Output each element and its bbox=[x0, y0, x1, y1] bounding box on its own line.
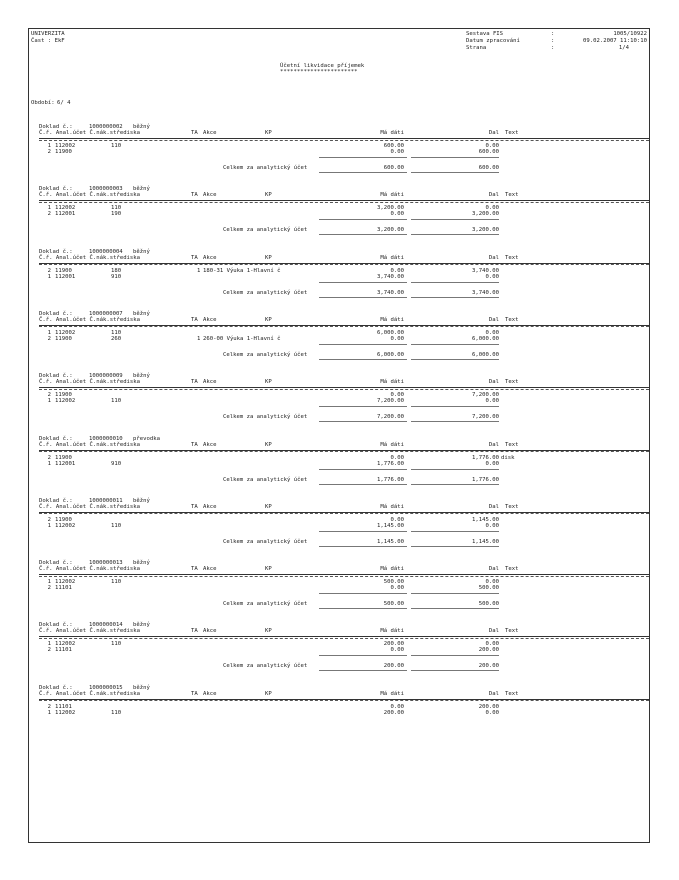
line-account: 112001 bbox=[55, 273, 76, 280]
total-rule-md bbox=[319, 406, 407, 407]
column-header-row: Č.ř. Anal.účet Č.nák.střediska bbox=[39, 192, 141, 199]
line-md: 0.00 bbox=[390, 211, 404, 218]
column-ta: TA bbox=[191, 441, 198, 448]
column-md: Má dáti bbox=[380, 566, 404, 573]
document-block bbox=[29, 436, 651, 498]
line-md: 600.00 bbox=[383, 143, 404, 149]
line-center: 110 bbox=[111, 329, 122, 336]
total-rule-dal-bottom bbox=[411, 234, 499, 235]
line-number: 1 bbox=[47, 579, 51, 586]
column-akce: Akce bbox=[203, 690, 217, 697]
doc-number-label: Doklad č.: bbox=[39, 248, 77, 255]
line-number: 2 bbox=[47, 516, 51, 523]
total-dal: 7,200.00 bbox=[472, 414, 499, 421]
total-rule-dal-bottom bbox=[411, 546, 499, 547]
doc-number: 1000000003 bbox=[89, 186, 123, 193]
doc-number-label: Doklad č.: bbox=[39, 684, 77, 691]
header-rule-dashed bbox=[39, 389, 649, 390]
total-md: 600.00 bbox=[383, 165, 404, 171]
doc-type: běžný bbox=[133, 186, 150, 193]
line-md: 200.00 bbox=[383, 709, 404, 716]
colon: : bbox=[551, 45, 555, 51]
line-md: 0.00 bbox=[390, 516, 404, 523]
line-md: 3,740.00 bbox=[377, 273, 404, 280]
column-akce: Akce bbox=[203, 130, 217, 136]
total-rule-md-bottom bbox=[319, 172, 407, 173]
column-md: Má dáti bbox=[380, 628, 404, 635]
total-label: Celkem za analytický účet bbox=[223, 601, 308, 608]
doc-type: běžný bbox=[133, 310, 150, 317]
column-ta: TA bbox=[191, 690, 198, 697]
header-rule-dashed bbox=[39, 700, 649, 701]
total-rule-md-bottom bbox=[319, 546, 407, 547]
line-account: 112002 bbox=[55, 709, 76, 716]
total-rule-md-bottom bbox=[319, 670, 407, 671]
line-dal: 0.00 bbox=[485, 641, 499, 648]
doc-number-label: Doklad č.: bbox=[39, 435, 77, 442]
line-number: 1 bbox=[47, 143, 51, 149]
line-center: 110 bbox=[111, 398, 122, 405]
line-number: 1 bbox=[47, 398, 51, 405]
line-md: 200.00 bbox=[383, 641, 404, 648]
doc-number: 1000000004 bbox=[89, 248, 123, 255]
column-dal: Dal bbox=[488, 690, 499, 697]
total-dal: 600.00 bbox=[478, 165, 499, 171]
line-text: disk bbox=[501, 454, 515, 461]
line-md: 0.00 bbox=[390, 335, 404, 342]
line-account: 11900 bbox=[55, 392, 72, 399]
total-rule-dal bbox=[411, 593, 499, 594]
doc-number-label: Doklad č.: bbox=[39, 622, 77, 629]
total-md: 1,145.00 bbox=[377, 538, 404, 545]
line-md: 0.00 bbox=[390, 149, 404, 155]
column-kp: KP bbox=[265, 379, 272, 386]
document-block bbox=[29, 186, 651, 248]
column-text: Text bbox=[505, 254, 519, 261]
total-dal: 3,200.00 bbox=[472, 227, 499, 234]
total-label: Celkem za analytický účet bbox=[223, 289, 308, 296]
column-kp: KP bbox=[265, 316, 272, 323]
column-ta: TA bbox=[191, 503, 198, 510]
column-text: Text bbox=[505, 690, 519, 697]
column-header-row: Č.ř. Anal.účet Č.nák.střediska bbox=[39, 503, 141, 510]
line-dal: 0.00 bbox=[485, 273, 499, 280]
column-kp: KP bbox=[265, 130, 272, 136]
line-account: 112002 bbox=[55, 143, 76, 149]
total-md: 7,200.00 bbox=[377, 414, 404, 421]
column-md: Má dáti bbox=[380, 254, 404, 261]
column-md: Má dáti bbox=[380, 316, 404, 323]
document-block bbox=[29, 124, 651, 186]
total-rule-md-bottom bbox=[319, 421, 407, 422]
column-kp: KP bbox=[265, 566, 272, 573]
line-number: 2 bbox=[47, 149, 51, 155]
total-dal: 500.00 bbox=[478, 601, 499, 608]
line-number: 1 bbox=[47, 641, 51, 648]
line-account: 11101 bbox=[55, 703, 72, 710]
column-dal: Dal bbox=[488, 566, 499, 573]
total-label: Celkem za analytický účet bbox=[223, 414, 308, 421]
total-rule-md bbox=[319, 219, 407, 220]
line-dal: 0.00 bbox=[485, 579, 499, 586]
total-rule-dal bbox=[411, 531, 499, 532]
column-header-row: Č.ř. Anal.účet Č.nák.střediska bbox=[39, 566, 141, 573]
doc-number: 1000000015 bbox=[89, 684, 123, 691]
header-rule-dashed bbox=[39, 451, 649, 452]
total-rule-md bbox=[319, 593, 407, 594]
document-block bbox=[29, 498, 651, 560]
line-akce: 180-31 Výuka 1-Hlavní č bbox=[203, 267, 281, 274]
doc-number: 1000000009 bbox=[89, 373, 123, 380]
line-dal: 6,000.00 bbox=[472, 335, 499, 342]
column-kp: KP bbox=[265, 254, 272, 261]
total-rule-md bbox=[319, 469, 407, 470]
header-rule-dashed bbox=[39, 513, 649, 514]
total-rule-md-bottom bbox=[319, 359, 407, 360]
line-center: 110 bbox=[111, 143, 122, 149]
total-dal: 200.00 bbox=[478, 663, 499, 670]
line-dal: 1,145.00 bbox=[472, 516, 499, 523]
total-rule-dal bbox=[411, 157, 499, 158]
column-header-row: Č.ř. Anal.účet Č.nák.střediska bbox=[39, 130, 141, 136]
doc-number: 1000000010 bbox=[89, 435, 123, 442]
line-center: 110 bbox=[111, 522, 122, 529]
line-center: 110 bbox=[111, 641, 122, 648]
total-rule-dal-bottom bbox=[411, 608, 499, 609]
total-label: Celkem za analytický účet bbox=[223, 663, 308, 670]
line-md: 0.00 bbox=[390, 392, 404, 399]
header-rule-dashed bbox=[39, 140, 649, 141]
total-rule-dal bbox=[411, 406, 499, 407]
column-dal: Dal bbox=[488, 503, 499, 510]
column-text: Text bbox=[505, 192, 519, 199]
column-dal: Dal bbox=[488, 192, 499, 199]
line-dal: 3,200.00 bbox=[472, 211, 499, 218]
line-dal: 600.00 bbox=[478, 149, 499, 155]
column-akce: Akce bbox=[203, 628, 217, 635]
column-akce: Akce bbox=[203, 379, 217, 386]
doc-number: 1000000014 bbox=[89, 622, 123, 629]
date-value: 09.02.2007 11:10:10 bbox=[583, 38, 647, 44]
doc-number-label: Doklad č.: bbox=[39, 497, 77, 504]
line-number: 1 bbox=[47, 329, 51, 336]
total-label: Celkem za analytický účet bbox=[223, 476, 308, 483]
total-md: 1,776.00 bbox=[377, 476, 404, 483]
line-center: 180 bbox=[111, 267, 122, 274]
line-md: 0.00 bbox=[390, 647, 404, 654]
total-rule-dal-bottom bbox=[411, 421, 499, 422]
doc-type: běžný bbox=[133, 373, 150, 380]
doc-type: běžný bbox=[133, 124, 150, 130]
doc-type: převodka bbox=[133, 435, 160, 442]
line-number: 2 bbox=[47, 267, 51, 274]
column-akce: Akce bbox=[203, 503, 217, 510]
total-rule-md-bottom bbox=[319, 608, 407, 609]
line-account: 112002 bbox=[55, 522, 76, 529]
total-md: 200.00 bbox=[383, 663, 404, 670]
page-value: 1/4 bbox=[618, 45, 629, 51]
doc-type: běžný bbox=[133, 248, 150, 255]
line-md: 0.00 bbox=[390, 454, 404, 461]
line-dal: 0.00 bbox=[485, 205, 499, 212]
column-akce: Akce bbox=[203, 254, 217, 261]
total-rule-dal bbox=[411, 469, 499, 470]
period-value: 6/ 4 bbox=[57, 100, 71, 106]
total-rule-dal bbox=[411, 655, 499, 656]
line-number: 2 bbox=[47, 454, 51, 461]
column-ta: TA bbox=[191, 254, 198, 261]
line-account: 11900 bbox=[55, 516, 72, 523]
line-account: 112002 bbox=[55, 641, 76, 648]
document-block bbox=[29, 249, 651, 311]
line-account: 112001 bbox=[55, 460, 76, 467]
org-part: Čast : EkF bbox=[31, 38, 65, 44]
column-ta: TA bbox=[191, 379, 198, 386]
line-dal: 0.00 bbox=[485, 329, 499, 336]
total-label: Celkem za analytický účet bbox=[223, 227, 308, 234]
total-rule-md-bottom bbox=[319, 484, 407, 485]
column-akce: Akce bbox=[203, 441, 217, 448]
column-kp: KP bbox=[265, 192, 272, 199]
total-rule-dal-bottom bbox=[411, 172, 499, 173]
column-header-row: Č.ř. Anal.účet Č.nák.střediska bbox=[39, 690, 141, 697]
column-ta: TA bbox=[191, 316, 198, 323]
column-akce: Akce bbox=[203, 566, 217, 573]
total-rule-dal-bottom bbox=[411, 670, 499, 671]
line-dal: 7,200.00 bbox=[472, 392, 499, 399]
line-account: 112002 bbox=[55, 205, 76, 212]
total-dal: 1,776.00 bbox=[472, 476, 499, 483]
column-text: Text bbox=[505, 628, 519, 635]
doc-type: běžný bbox=[133, 560, 150, 567]
line-dal: 1,776.00 bbox=[472, 454, 499, 461]
line-md: 6,000.00 bbox=[377, 329, 404, 336]
header-rule-dashed bbox=[39, 264, 649, 265]
line-center: 110 bbox=[111, 205, 122, 212]
total-md: 6,000.00 bbox=[377, 351, 404, 358]
column-header-row: Č.ř. Anal.účet Č.nák.střediska bbox=[39, 628, 141, 635]
line-md: 3,200.00 bbox=[377, 205, 404, 212]
line-dal: 500.00 bbox=[478, 585, 499, 592]
org-name: UNIVERZITA bbox=[31, 31, 65, 37]
column-md: Má dáti bbox=[380, 503, 404, 510]
doc-type: běžný bbox=[133, 497, 150, 504]
total-rule-md-bottom bbox=[319, 234, 407, 235]
line-dal: 0.00 bbox=[485, 460, 499, 467]
total-dal: 6,000.00 bbox=[472, 351, 499, 358]
total-dal: 1,145.00 bbox=[472, 538, 499, 545]
column-text: Text bbox=[505, 566, 519, 573]
line-dal: 3,740.00 bbox=[472, 267, 499, 274]
line-number: 1 bbox=[47, 205, 51, 212]
line-akce: 260-00 Výuka 1-Hlavní č bbox=[203, 335, 281, 342]
line-ta: 1 bbox=[197, 335, 201, 342]
column-header-row: Č.ř. Anal.účet Č.nák.střediska bbox=[39, 316, 141, 323]
column-dal: Dal bbox=[488, 254, 499, 261]
total-rule-dal-bottom bbox=[411, 359, 499, 360]
header-rule-dashed bbox=[39, 638, 649, 639]
line-center: 910 bbox=[111, 460, 122, 467]
column-kp: KP bbox=[265, 628, 272, 635]
date-label: Datum zpracování bbox=[466, 38, 520, 44]
total-md: 500.00 bbox=[383, 601, 404, 608]
total-rule-md bbox=[319, 531, 407, 532]
header-rule-dashed bbox=[39, 326, 649, 327]
column-dal: Dal bbox=[488, 130, 499, 136]
total-rule-dal-bottom bbox=[411, 484, 499, 485]
total-rule-dal bbox=[411, 219, 499, 220]
line-number: 2 bbox=[47, 392, 51, 399]
total-label: Celkem za analytický účet bbox=[223, 351, 308, 358]
column-text: Text bbox=[505, 379, 519, 386]
column-header-row: Č.ř. Anal.účet Č.nák.střediska bbox=[39, 441, 141, 448]
doc-number-label: Doklad č.: bbox=[39, 124, 77, 130]
column-md: Má dáti bbox=[380, 441, 404, 448]
document-block bbox=[29, 373, 651, 435]
line-ta: 1 bbox=[197, 267, 201, 274]
doc-type: běžný bbox=[133, 622, 150, 629]
doc-number-label: Doklad č.: bbox=[39, 310, 77, 317]
line-account: 11101 bbox=[55, 647, 72, 654]
total-rule-md bbox=[319, 282, 407, 283]
document-block bbox=[29, 622, 651, 684]
column-text: Text bbox=[505, 441, 519, 448]
column-dal: Dal bbox=[488, 379, 499, 386]
line-account: 11900 bbox=[55, 149, 72, 155]
doc-number: 1000000013 bbox=[89, 560, 123, 567]
line-account: 11900 bbox=[55, 454, 72, 461]
line-md: 500.00 bbox=[383, 579, 404, 586]
column-text: Text bbox=[505, 503, 519, 510]
title-underline: *********************** bbox=[280, 69, 358, 75]
line-center: 190 bbox=[111, 211, 122, 218]
line-center: 910 bbox=[111, 273, 122, 280]
header-rule-dashed bbox=[39, 202, 649, 203]
line-number: 1 bbox=[47, 460, 51, 467]
line-dal: 0.00 bbox=[485, 709, 499, 716]
report-label: Sestava FIS bbox=[466, 31, 504, 37]
line-account: 11900 bbox=[55, 267, 72, 274]
column-akce: Akce bbox=[203, 316, 217, 323]
total-md: 3,200.00 bbox=[377, 227, 404, 234]
line-number: 2 bbox=[47, 703, 51, 710]
line-md: 0.00 bbox=[390, 585, 404, 592]
document-block bbox=[29, 685, 651, 747]
total-rule-md bbox=[319, 344, 407, 345]
line-number: 2 bbox=[47, 585, 51, 592]
column-ta: TA bbox=[191, 130, 198, 136]
column-text: Text bbox=[505, 130, 519, 136]
column-kp: KP bbox=[265, 503, 272, 510]
doc-number-label: Doklad č.: bbox=[39, 186, 77, 193]
line-account: 11900 bbox=[55, 335, 72, 342]
doc-number: 1000000007 bbox=[89, 310, 123, 317]
total-rule-dal bbox=[411, 282, 499, 283]
total-dal: 3,740.00 bbox=[472, 289, 499, 296]
column-header-row: Č.ř. Anal.účet Č.nák.střediska bbox=[39, 254, 141, 261]
line-number: 1 bbox=[47, 522, 51, 529]
column-ta: TA bbox=[191, 566, 198, 573]
line-account: 11101 bbox=[55, 585, 72, 592]
colon: : bbox=[551, 38, 555, 44]
report-title: Účetní likvidace příjemek bbox=[280, 63, 365, 69]
column-kp: KP bbox=[265, 441, 272, 448]
column-kp: KP bbox=[265, 690, 272, 697]
line-account: 112002 bbox=[55, 398, 76, 405]
column-dal: Dal bbox=[488, 316, 499, 323]
line-number: 2 bbox=[47, 647, 51, 654]
line-dal: 0.00 bbox=[485, 143, 499, 149]
line-number: 1 bbox=[47, 709, 51, 716]
column-text: Text bbox=[505, 316, 519, 323]
total-rule-md bbox=[319, 655, 407, 656]
period-label: Období: bbox=[31, 100, 55, 106]
column-md: Má dáti bbox=[380, 690, 404, 697]
doc-number-label: Doklad č.: bbox=[39, 373, 77, 380]
page-label: Strana bbox=[466, 45, 487, 51]
report-page bbox=[28, 28, 650, 843]
line-center: 110 bbox=[111, 579, 122, 586]
total-label: Celkem za analytický účet bbox=[223, 538, 308, 545]
total-label: Celkem za analytický účet bbox=[223, 165, 308, 171]
column-md: Má dáti bbox=[380, 379, 404, 386]
total-rule-dal bbox=[411, 344, 499, 345]
line-dal: 0.00 bbox=[485, 522, 499, 529]
line-account: 112002 bbox=[55, 579, 76, 586]
line-dal: 0.00 bbox=[485, 398, 499, 405]
line-md: 0.00 bbox=[390, 267, 404, 274]
line-md: 0.00 bbox=[390, 703, 404, 710]
doc-type: běžný bbox=[133, 684, 150, 691]
column-dal: Dal bbox=[488, 441, 499, 448]
line-md: 1,776.00 bbox=[377, 460, 404, 467]
line-dal: 200.00 bbox=[478, 703, 499, 710]
column-akce: Akce bbox=[203, 192, 217, 199]
document-block bbox=[29, 311, 651, 373]
column-ta: TA bbox=[191, 628, 198, 635]
line-dal: 200.00 bbox=[478, 647, 499, 654]
line-center: 260 bbox=[111, 335, 122, 342]
total-md: 3,740.00 bbox=[377, 289, 404, 296]
line-account: 112002 bbox=[55, 329, 76, 336]
header-rule-dashed bbox=[39, 576, 649, 577]
line-md: 7,200.00 bbox=[377, 398, 404, 405]
line-center: 110 bbox=[111, 709, 122, 716]
colon: : bbox=[551, 31, 555, 37]
column-header-row: Č.ř. Anal.účet Č.nák.střediska bbox=[39, 379, 141, 386]
document-block bbox=[29, 560, 651, 622]
column-ta: TA bbox=[191, 192, 198, 199]
column-dal: Dal bbox=[488, 628, 499, 635]
doc-number: 1000000011 bbox=[89, 497, 123, 504]
line-account: 112001 bbox=[55, 211, 76, 218]
line-number: 2 bbox=[47, 211, 51, 218]
doc-number: 1000000002 bbox=[89, 124, 123, 130]
doc-number-label: Doklad č.: bbox=[39, 560, 77, 567]
total-rule-dal-bottom bbox=[411, 297, 499, 298]
column-md: Má dáti bbox=[380, 130, 404, 136]
column-md: Má dáti bbox=[380, 192, 404, 199]
line-md: 1,145.00 bbox=[377, 522, 404, 529]
line-number: 2 bbox=[47, 335, 51, 342]
total-rule-md-bottom bbox=[319, 297, 407, 298]
line-number: 1 bbox=[47, 273, 51, 280]
total-rule-md bbox=[319, 157, 407, 158]
report-value: 1005/10922 bbox=[613, 31, 647, 37]
